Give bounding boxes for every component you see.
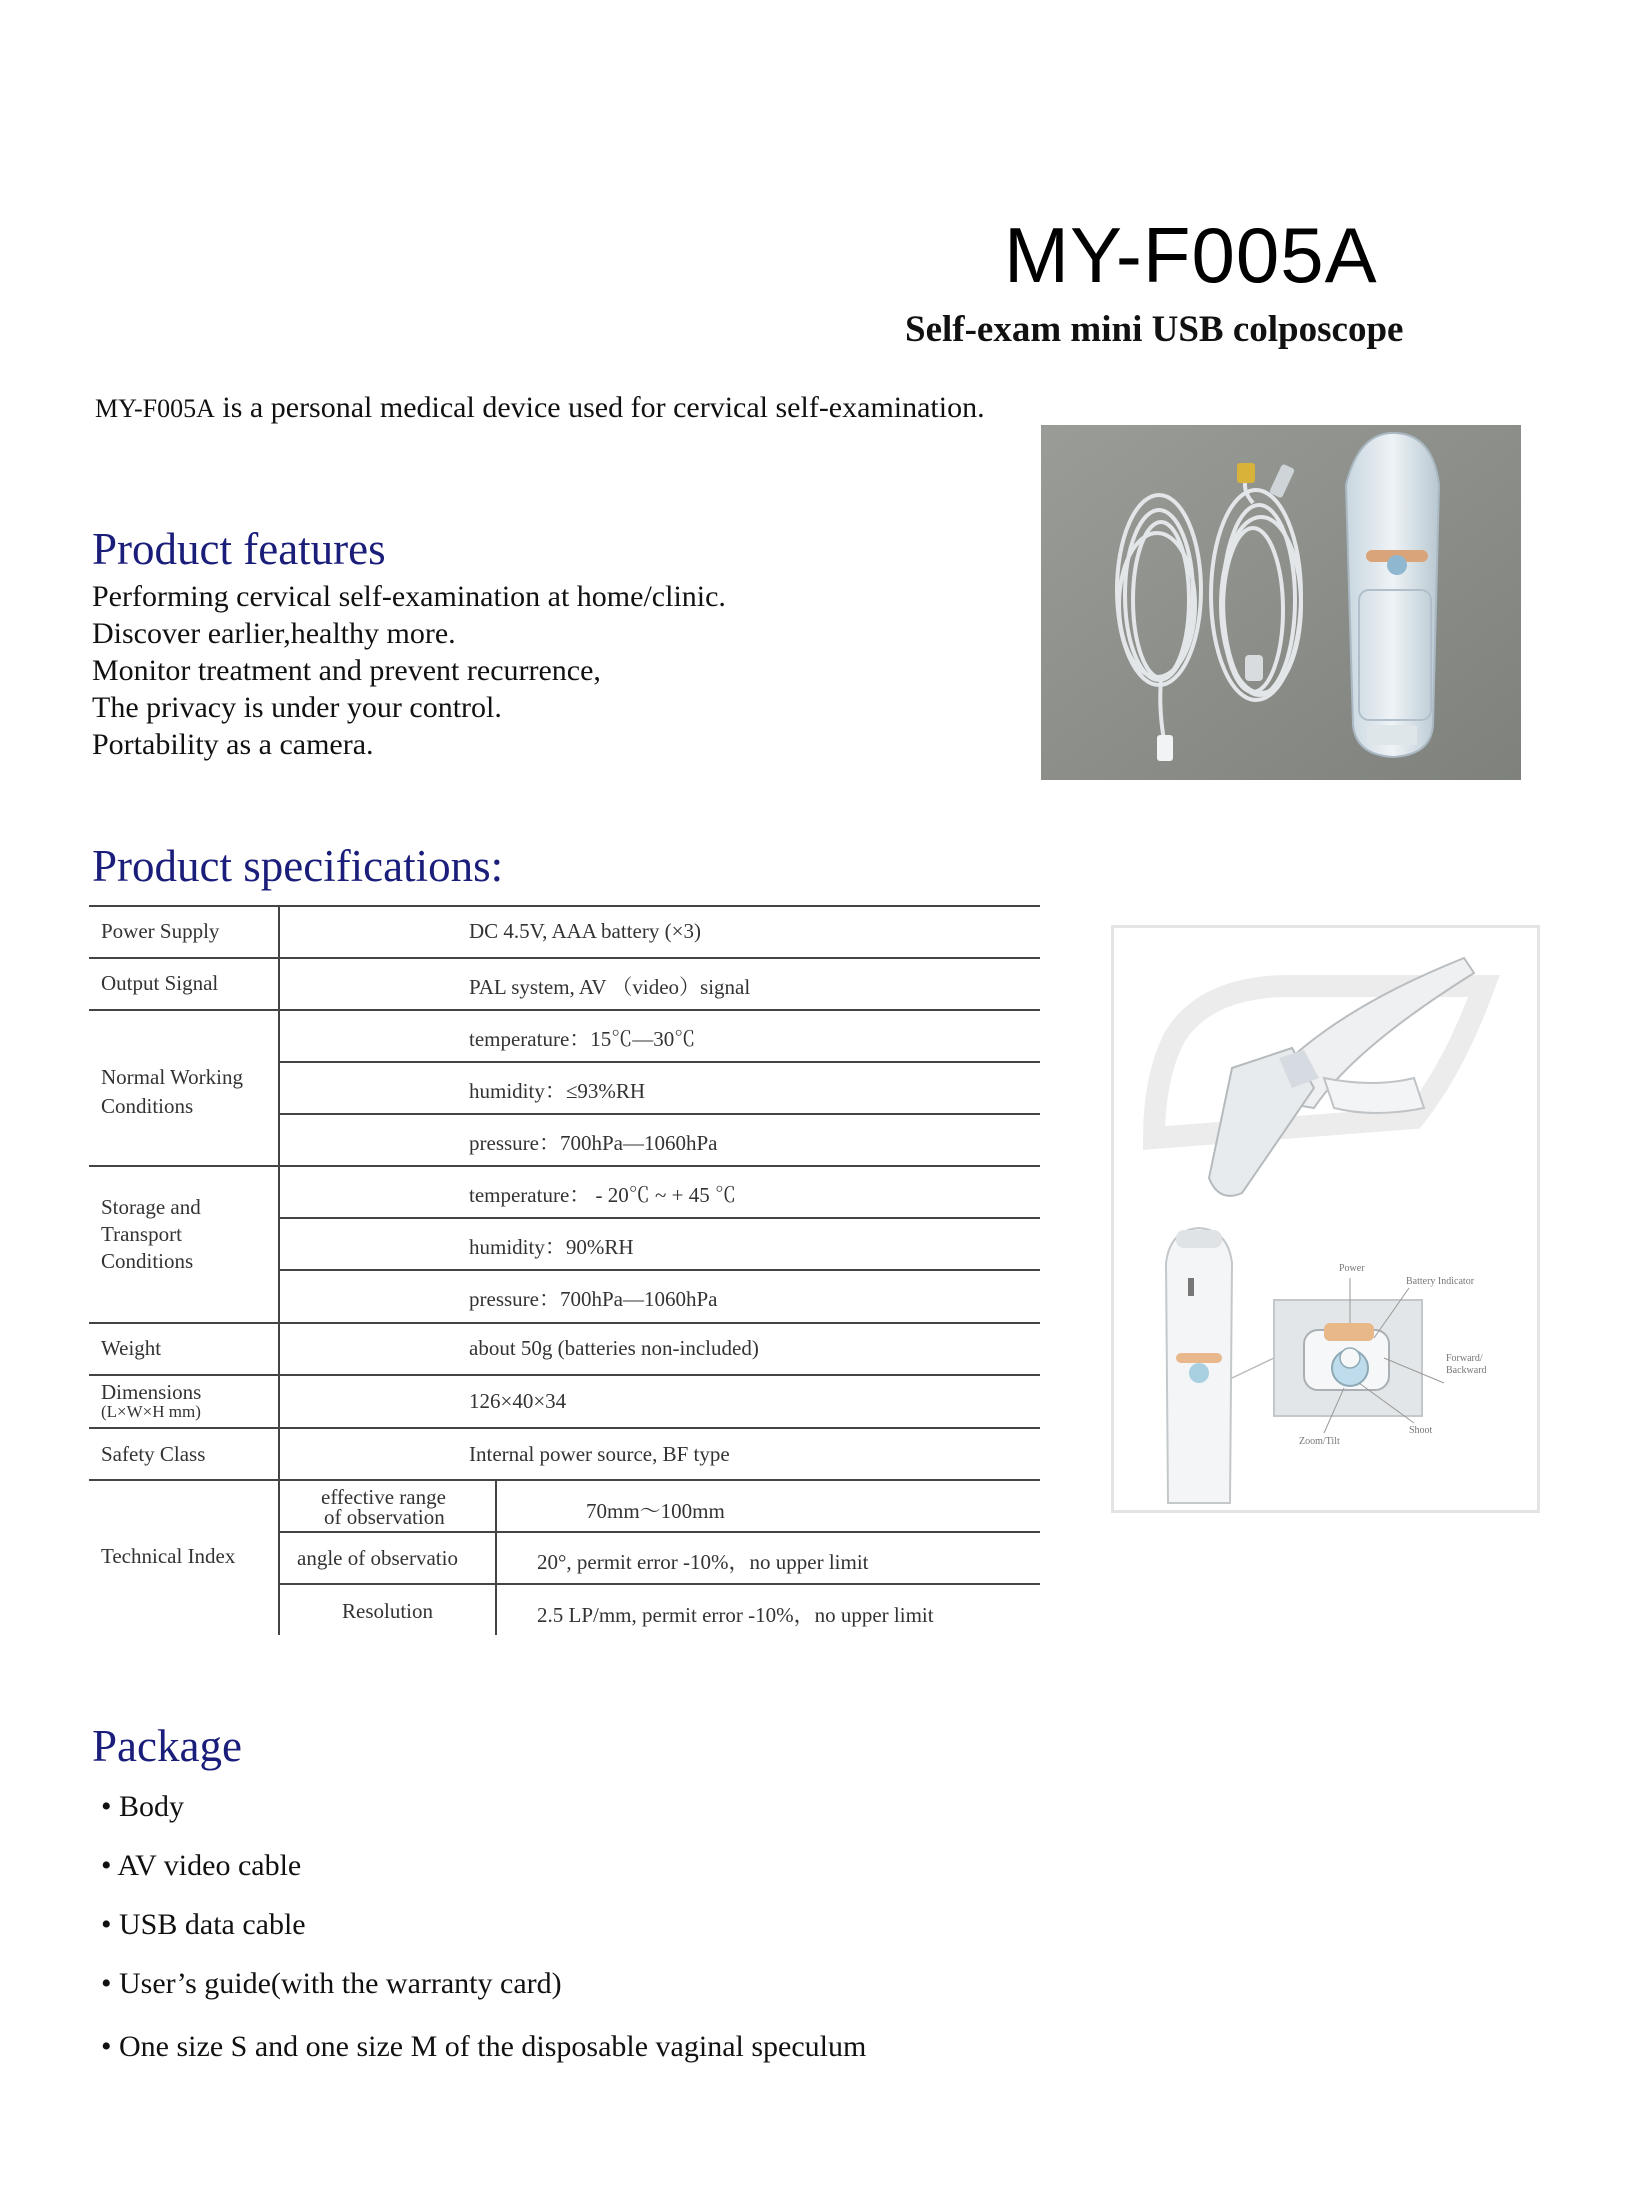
spec-label-dimensions-2: (L×W×H mm) xyxy=(101,1402,201,1421)
features-heading: Product features xyxy=(92,524,386,574)
package-item-text: One size S and one size M of the disposable vaginal speculum xyxy=(119,2030,867,2063)
package-heading: Package xyxy=(92,1721,242,1771)
feature-line: The privacy is under your control. xyxy=(92,691,502,724)
spec-sub-range-2: of observation xyxy=(324,1505,445,1529)
spec-label-working-2: Conditions xyxy=(101,1094,194,1118)
device-diagram-drawing xyxy=(1114,928,1537,1510)
diagram-label-shoot: Shoot xyxy=(1409,1425,1433,1436)
intro-paragraph xyxy=(95,391,985,425)
package-item xyxy=(101,1849,301,1883)
spec-label-weight: Weight xyxy=(101,1336,162,1360)
package-item xyxy=(101,2030,866,2064)
spec-label-working-1: Normal Working xyxy=(101,1065,243,1089)
spec-value-working-pressure: pressure：700hPa—1060hPa xyxy=(469,1131,718,1155)
spec-value-storage-humidity: humidity：90%RH xyxy=(469,1235,634,1259)
spec-value-weight: about 50g (batteries non-included) xyxy=(469,1336,759,1360)
package-item xyxy=(101,1908,306,1942)
diagram-label-battery: Battery Indicator xyxy=(1406,1276,1475,1287)
bullet: • xyxy=(101,1967,112,2000)
diagram-label-forward-2: Backward xyxy=(1446,1365,1487,1376)
spec-sub-angle: angle of observatio xyxy=(297,1546,458,1570)
diagram-label-zoom: Zoom/Tilt xyxy=(1299,1436,1340,1447)
spec-label-power-supply: Power Supply xyxy=(101,919,220,943)
package-item-text: USB data cable xyxy=(119,1908,306,1941)
feature-line: Monitor treatment and prevent recurrence, xyxy=(92,654,601,687)
spec-label-storage-3: Conditions xyxy=(101,1249,194,1273)
package-item-text: User’s guide(with the warranty card) xyxy=(119,1967,562,2000)
spec-value-resolution: 2.5 LP/mm, permit error -10%，no upper limit xyxy=(537,1603,934,1627)
package-item xyxy=(101,1790,184,1824)
package-item-text: AV video cable xyxy=(117,1849,302,1882)
spec-sub-range-1: effective range xyxy=(321,1485,446,1509)
bullet: • xyxy=(101,1790,112,1823)
spec-value-storage-pressure: pressure：700hPa—1060hPa xyxy=(469,1287,718,1311)
specs-heading: Product specifications: xyxy=(92,841,504,891)
bullet: • xyxy=(101,1908,112,1941)
package-item xyxy=(101,1967,562,2001)
spec-value-power-supply: DC 4.5V, AAA battery (×3) xyxy=(469,919,701,943)
bullet: • xyxy=(101,2030,112,2063)
features-list xyxy=(92,578,726,763)
intro-text: is a personal medical device used for cervical self-examination. xyxy=(214,391,985,424)
spec-value-range: 70mm～100mm xyxy=(586,1499,725,1523)
spec-value-storage-temperature: temperature： - 20℃ ~ + 45 ℃ xyxy=(469,1183,736,1207)
intro-model-name: MY-F005A xyxy=(95,394,215,423)
spec-label-safety-class: Safety Class xyxy=(101,1442,206,1466)
spec-value-working-temperature: temperature：15℃—30℃ xyxy=(469,1027,696,1051)
spec-value-safety-class: Internal power source, BF type xyxy=(469,1442,730,1466)
feature-line: Portability as a camera. xyxy=(92,728,374,761)
spec-table-grid xyxy=(89,905,1040,1635)
spec-value-angle: 20°, permit error -10%，no upper limit xyxy=(537,1550,869,1574)
spec-table xyxy=(89,905,1040,1635)
spec-label-dimensions-1: Dimensions xyxy=(101,1380,202,1404)
device-diagram xyxy=(1111,925,1540,1513)
spec-label-technical-index: Technical Index xyxy=(101,1544,236,1568)
spec-value-working-humidity: humidity：≤93%RH xyxy=(469,1079,646,1103)
spec-value-output-signal: PAL system, AV （video）signal xyxy=(469,975,751,999)
spec-label-storage-2: Transport xyxy=(101,1222,182,1246)
bullet: • xyxy=(101,1849,112,1882)
diagram-label-forward-1: Forward/ xyxy=(1446,1353,1483,1364)
spec-value-dimensions: 126×40×34 xyxy=(469,1389,567,1413)
model-title: MY-F005A xyxy=(1004,211,1378,299)
product-subtitle: Self-exam mini USB colposcope xyxy=(905,309,1404,350)
feature-line: Performing cervical self-examination at home/clinic. xyxy=(92,580,726,613)
feature-line: Discover earlier,healthy more. xyxy=(92,617,456,650)
spec-label-storage-1: Storage and xyxy=(101,1195,201,1219)
package-item-text: Body xyxy=(119,1790,185,1823)
spec-sub-resolution: Resolution xyxy=(342,1599,434,1623)
spec-label-output-signal: Output Signal xyxy=(101,971,219,995)
diagram-label-power: Power xyxy=(1339,1263,1365,1274)
product-photo xyxy=(1041,425,1521,780)
product-photo-drawing xyxy=(1041,425,1521,780)
